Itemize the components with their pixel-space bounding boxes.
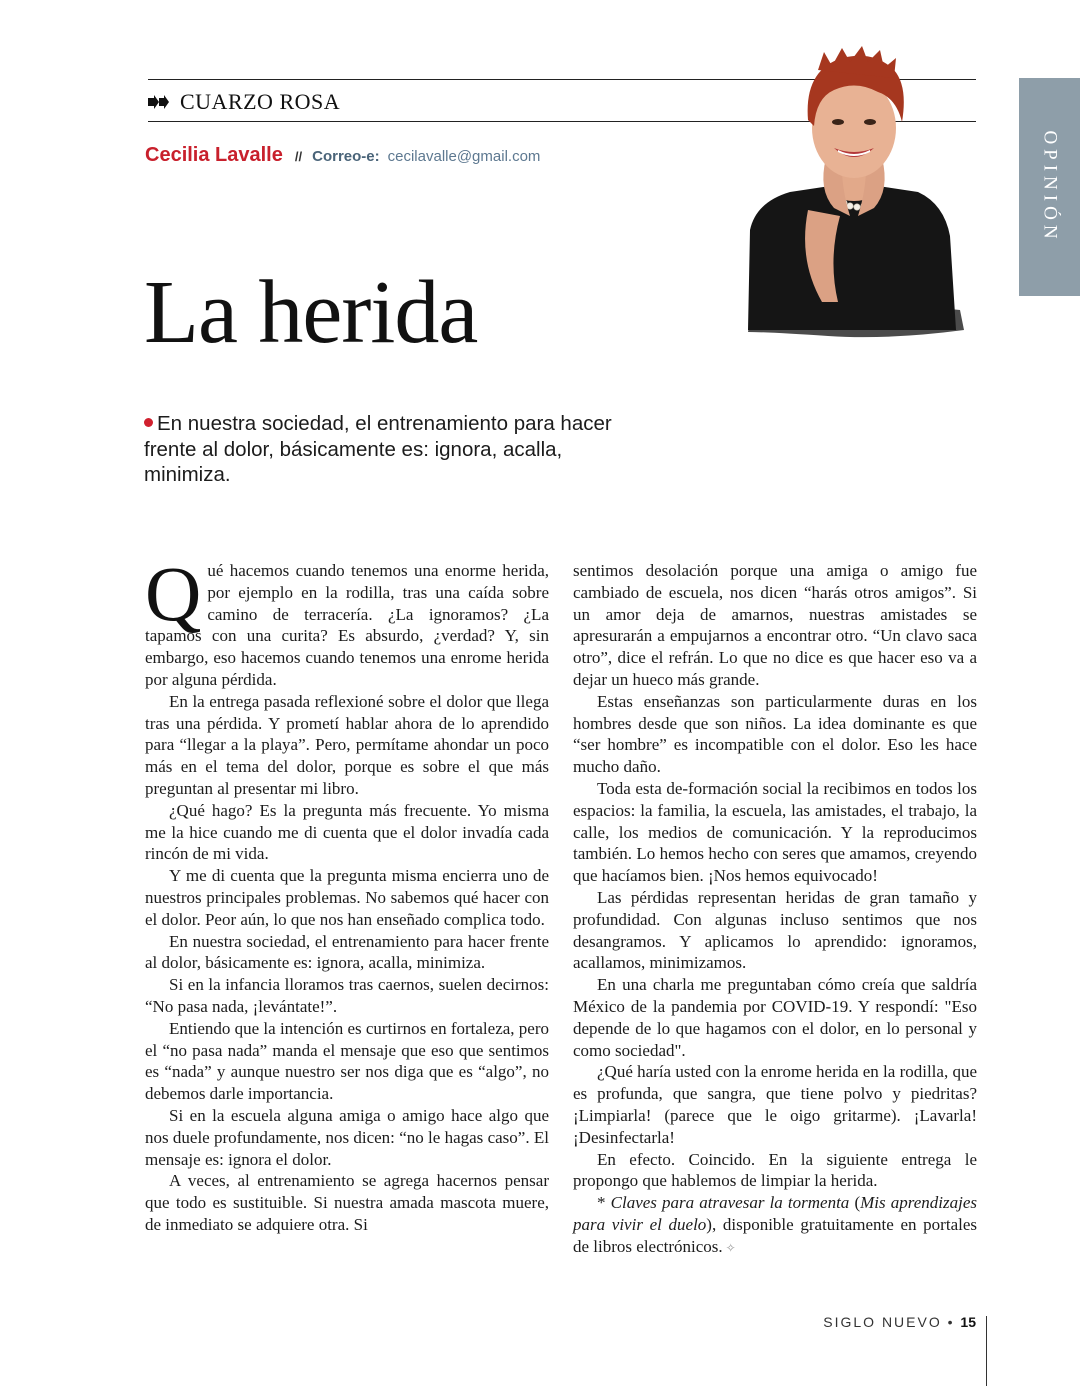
drop-cap: Q [145,550,202,637]
byline-separator: // [294,149,303,164]
paragraph: Si en la escuela alguna amiga o amigo hace algo que nos duele profundamente, nos dicen: “no le hagas caso”. El mensaje es: ignora el dolor. [145,1105,549,1169]
book-title: Claves para atravesar la tormenta [610,1193,850,1213]
paragraph: Y me di cuenta que la pregunta misma encierra uno de nuestros principales problemas. No sabemos qué hacer con el dolor. Peor aún, lo que nos han enseñado complica todo. [145,866,549,929]
page-number: 15 [960,1314,976,1330]
deck-text: En nuestra sociedad, el entrenamiento para hacer frente al dolor, básicamente es: ignora, acalla, minimiza. [144,412,612,486]
double-arrow-icon [148,95,170,109]
paragraph: En una charla me preguntaban cómo creía que saldría México de la pandemia por COVID-19. Y respondí: "Eso depende de lo que hagamos con el dolor, en lo personal y como sociedad". [573,975,977,1060]
footer-rule [986,1316,987,1386]
section-tab-opinion[interactable] [1019,78,1080,296]
author-portrait [738,40,968,345]
paragraph: Entiendo que la intención es curtirnos en fortaleza, pero el “no pasa nada” manda el mensaje que eso que sentimos es “nada” y aunque nuestro ser nos diga que es “algo”, no debemos darle importancia. [145,1018,549,1104]
email-label: Correo-e: [312,148,380,165]
paragraph: Las pérdidas representan heridas de gran tamaño y profundidad. Con algunas incluso sentimos que nos desangramos. Y aplicamos lo aprendido: ignoramos, acallamos, minimizamos. [573,887,977,973]
end-mark-icon: ✧ [725,1240,736,1255]
paragraph: En efecto. Coincido. En la siguiente entrega le propongo que hablemos de limpiar la herida. [573,1149,977,1191]
paragraph: sentimos desolación porque una amiga o amigo fue cambiado de escuela, nos dicen “harás otros amigos”. Si un amor deja de amarnos, nuestras amistades se apresurarán a empujarnos a encontrar otro. “Un clavo saca otro”, dice el refrán. Lo que no dice es que hacer eso va a dejar un hueco más grande. [573,561,977,689]
article-headline: La herida [144,263,478,362]
footnote: * Claves para atravesar la tormenta (Mis aprendizajes para vivir el duelo), disponible gratuitamente en portales de libros electrónicos. ✧ [573,1193,978,1256]
article-column-2 [573,560,977,1260]
footer-dot: • [947,1314,955,1330]
paragraph: ¿Qué haría usted con la enrome herida en la rodilla, que es profunda, que sangra, que tiene polvo y piedritas? ¡Limpiarla! (parece que le oigo gritarme). ¡Lavarla! ¡Desinfectarla! [573,1062,977,1147]
paragraph: Toda esta de-formación social la recibimos en todos los espacios: la familia, la escuela, las amistades, el trabajo, la calle, los medios de comunicación. Y la reproducimos también. Lo hemos hecho con seres que amamos, creyendo que hacíamos bien. ¡Nos hemos equivocado! [573,778,977,886]
paragraph: Estas enseñanzas son particularmente duras en los hombres desde que son niños. La idea dominante es que “ser hombre” es incompatible con el dolor. Eso les hace mucho daño. [573,691,977,777]
byline [145,144,540,167]
section-tab-label: OPINIÓN [1039,130,1061,244]
section-label: CUARZO ROSA [180,89,341,114]
publication-name: SIGLO NUEVO [823,1314,942,1330]
paragraph: En nuestra sociedad, el entrenamiento para hacer frente al dolor, básicamente es: ignora, acalla, minimiza. [145,931,549,973]
paragraph: Si en la infancia lloramos tras caernos, suelen decirnos: “No pasa nada, ¡levántate!”. [145,975,549,1016]
paragraph: En la entrega pasada reflexioné sobre el dolor que llega tras una pérdida. Y prometí hablar ahora de lo aprendido para “llegar a la playa”. Pero, permítame ahondar un poco más en el tema del dolor, porque es sobre el que más preguntan al presentar mi libro. [145,691,549,798]
author-name: Cecilia Lavalle [145,144,283,166]
author-email-link[interactable]: cecilavalle@gmail.com [387,148,541,165]
paragraph: Qué hacemos cuando tenemos una enorme herida, por ejemplo en la rodilla, tras una caída sobre camino de terracería. ¿La ignoramos? ¿La tapamos con una curita? Es absurdo, ¿verdad? Y, sin embargo, eso hacemos cuando tenemos una enrome herida por alguna pérdida. [145,550,549,689]
article-column-1 [145,550,549,1236]
page-footer [823,1314,976,1330]
bullet-icon [144,418,153,427]
section-header [148,88,340,116]
book-subtitle: Mis aprendizajes para vivir el duelo [573,1193,978,1234]
article-deck [144,411,654,488]
paragraph: A veces, al entrenamiento se agrega hacernos pensar que todo es sustituible. Si nuestra amada mascota muere, de inmediato se adquiere otra. Si [145,1171,549,1234]
paragraph: ¿Qué hago? Es la pregunta más frecuente. Yo misma me la hice cuando me di cuenta que el dolor invadía cada rincón de mi vida. [145,800,549,864]
